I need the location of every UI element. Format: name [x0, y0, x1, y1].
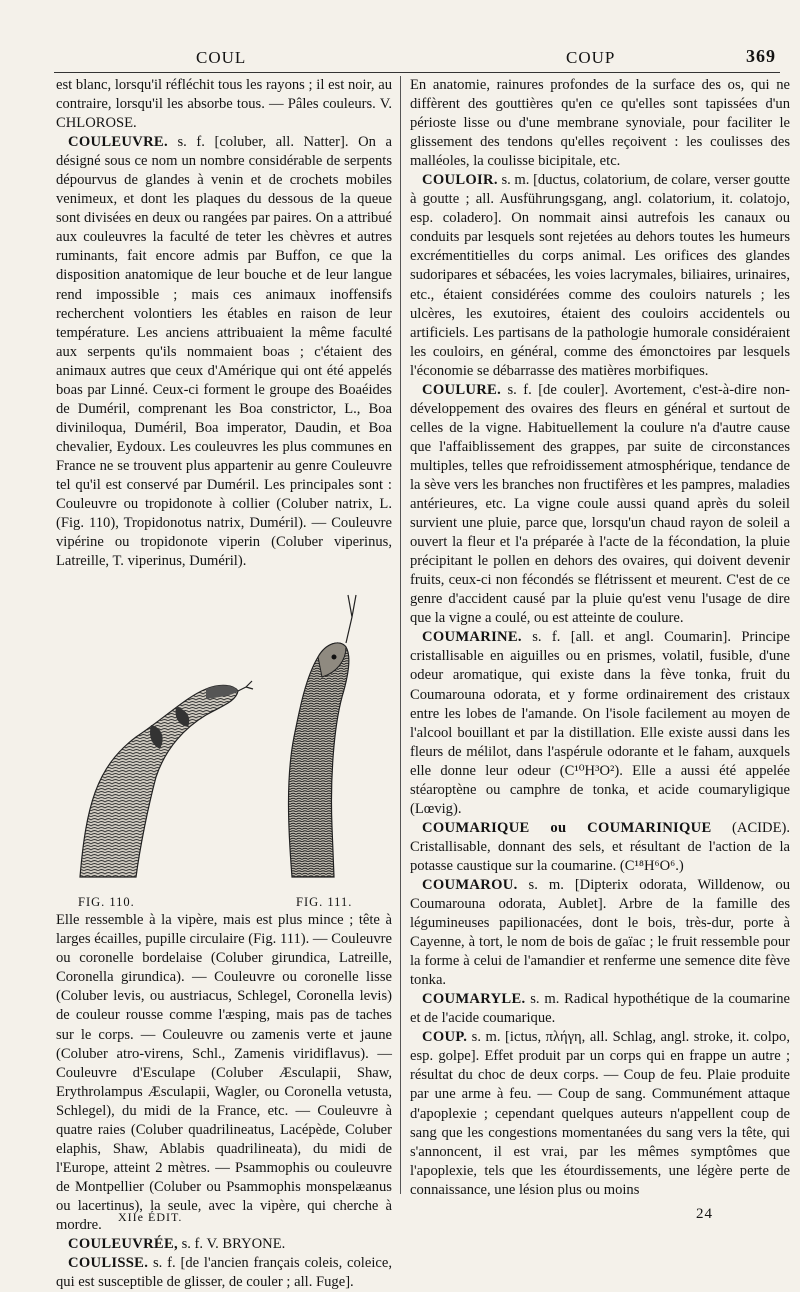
figure-110-caption: FIG. 110.: [78, 895, 135, 910]
snake-illustration: [56, 577, 392, 907]
column-divider: [400, 76, 401, 1194]
entry-coumarique: COUMARIQUE ou COUMARINIQUE (ACIDE). Cristallisable, donnant des sels, et résultant de l'action de la potasse caustique sur la coumarine. (C¹⁸H⁶O⁶.): [410, 819, 790, 874]
running-head-right: COUP: [566, 48, 616, 67]
entry-coumarine: COUMARINE. s. f. [all. et angl. Coumarin]. Principe cristallisable en aiguilles ou en prismes, volatil, fusible, d'une odeur aromatique, qui existe dans la fève tonka, fruit du Coumarouna odorata, et y forme ordinairement des cristaux entre les lobes de l'amande. On l'isole facilement au moyen de l'alcool bouillant et par la distillation. Elle existe aussi dans les fleurs de mélilot, dans l'aspérule odorante et le faham, auxquels elle donne leur odeur (C¹⁰H³O²). Elle a aussi été appelée stéaroptène ou camphre de tonka, et acide coumaryligique (Lœvig).: [410, 629, 790, 817]
entry-coulisse: COULISSE. s. f. [de l'ancien français coleis, coleice, qui est susceptible de glisser, de couler ; all. Fuge].: [56, 1255, 392, 1291]
entry-paragraph: Elle ressemble à la vipère, mais est plus mince ; tête à larges écailles, pupille circulaire (Fig. 111). — Couleuvre ou coronelle bordelaise (Coluber girundica, Latreille, Coronella girundica). — Couleuvre ou coronelle lisse (Coluber levis, ou austriacus, Schlegel, Coronella levis) de couleur rousse comme l'æsping, mais pas de taches sur le corps. — Couleuvre ou zamenis verte et jaune (Coluber atro-virens, Schl., Zamenis viridiflavus). — Couleuvre d'Esculape (Coluber Æsculapii, Shaw, Erythrolampus Æsculapii, Wagler, ou Coronella vetusta, Schlegel), du midi de la France, etc. — Couleuvre à quatre raies (Coluber quadrilineatus, Lacépède, Coluber elaphis, Shaw, Ablabis quadrilineata), du midi de l'Europe, atteint 2 mètres. — Psammophis ou couleuvre de Montpellier (Coluber ou Psammophis monspelæanus ou lacertinus), la seule, avec la vipère, qui cherche à mordre.: [56, 912, 392, 1233]
right-column: [410, 76, 790, 1200]
snake-111-icon: [289, 595, 357, 877]
entry-coulure: COULURE. s. f. [de couler]. Avortement, c'est-à-dire non-développement des ovaires des fleurs en général et surtout de celles de la vigne. Habituellement la coulure n'a d'autre cause que l'affaiblissement des grappes, par suite de circonstances multiples, telles que refroidissement atmosphérique, tendance de la sève vers les branches non fructifères et les pampres, maladies antérieures, etc. La vigne coule aussi quand après du soleil survient une pluie, parce que, lorsqu'un chaud rayon de soleil a ouvert la fleur et l'a préparée à l'acte de la fécondation, la pluie précipitant le pollen en dehors des ovaires, qui doivent devenir fruits, ceux-ci non fécondés se flétrissent et meurent. C'est de ce genre d'accident causé par la pluie qu'est venu l'usage de dire que la vigne a coulé, ou est atteinte de coulure.: [410, 381, 790, 627]
entry-coumaryle: COUMARYLE. s. m. Radical hypothétique de la coumarine et de l'acide coumarique.: [410, 991, 790, 1027]
entry-paragraph: est blanc, lorsqu'il réfléchit tous les rayons ; il est noir, au contraire, lorsqu'il les absorbe tous. — Pâles couleurs. V. CHLOROSE.: [56, 77, 392, 132]
entry-coumarou: COUMAROU. s. m. [Dipterix odorata, Willdenow, ou Coumarouna odorata, Aublet]. Arbre de la famille des légumineuses papilionacées, dont le bois, très-dur, porte à Cayenne, à tort, le nom de bois de gaïac ; le fruit ressemble pour la forme à celui de l'amandier et renferme une semence dite fève tonka.: [410, 876, 790, 989]
edition-footer: XIIe ÉDIT.: [118, 1210, 183, 1224]
entry-paragraph: En anatomie, rainures profondes de la surface des os, qui ne diffèrent des gouttières qu'en ce qu'elles sont tapissées d'un périoste lisse ou d'une membrane synoviale, pour faciliter le glissement des tendons qu'elles reçoivent : les coulisses des malléoles, la coulisse bicipitale, etc.: [410, 77, 790, 170]
snake-figures: [56, 577, 392, 910]
entry-coup: COUP. s. m. [ictus, πλήγη, all. Schlag, angl. stroke, it. colpo, esp. golpe]. Effet produit par un corps qui en frappe un autre ; résultat du choc de deux corps. — Coup de feu. Plaie produite par une arme à feu. — Coup de sang. Communément attaque d'apoplexie ; cependant quelques auteurs n'appellent coup de sang que les congestions momentanées du sang vers la tête, qui s'annoncent, il est vrai, par les mêmes symptômes que l'apoplexie, tels que les étourdissements, une légère perte de connaissance, une lésion plus ou moins: [410, 1029, 790, 1198]
header-rule: [54, 72, 780, 73]
running-head-left: COUL: [196, 48, 247, 67]
page-number: 369: [746, 46, 776, 66]
entry-couleuvree: COULEUVRÉE, s. f. V. BRYONE.: [68, 1236, 286, 1253]
entry-couloir: COULOIR. s. m. [ductus, colatorium, de colare, verser goutte à goutte ; all. Ausführungsgang, angl. colatorium, it. colatojo, esp. coladero]. On nommait ainsi autrefois les canaux ou conduits par lesquels sont rejetées au dehors toutes les humeurs excrémentitielles du corps animal. Les orifices des glandes sudoripares et sébacées, les voies lacrymales, biliaires, urinaires, etc., étaient considérées comme des couloirs naturels ; les ulcères, les exutoires, étaient des couloirs accidentels ou artificiels. Les partisans de la pathologie humorale considéraient les couloirs, en général, comme des émonctoires par lesquels l'économie se débarrasse des matières morbifiques.: [410, 172, 790, 379]
entry-couleuvre: COULEUVRE. s. f. [coluber, all. Natter]. On a désigné sous ce nom un nombre considérable de serpents dépourvus de glandes à venin et de crochets mobiles venimeux, et dont les plaques du dessous de la queue sont divisées en deux ou rangées par paires. On a attribué aux couleuvres la faculté de teter les chèvres et autres ruminants, fait encore admis par Buffon, ce que la disposition anatomique de leur bouche et de leur langue rend impossible ; mais ces animaux inoffensifs recherchent volontiers les étables en raison de leur température. Les anciens attribuaient la même faculté aux serpents qu'ils nommaient boas ; c'étaient des animaux autres que ceux d'Amérique qui ont été appelés boas par Linné. Ceux-ci forment le groupe des Boaéides de Duméril, comprenant les Boa constrictor, L., Boa diviniloqua, Duméril, Boa imperator, Daudin, et Boa chevalier, Eydoux. Les couleuvres les plus communes en France ne se trouvent plus appartenir au genre Couleuvre tel qu'il est conservé par Duméril. Les principales sont : Couleuvre ou tropidonote à collier (Coluber natrix, L. (Fig. 110), Tropidonotus natrix, Duméril). — Couleuvre vipérine ou tropidonote viperin (Coluber viperinus, Latreille, T. viperinus, Duméril).: [56, 134, 392, 570]
figure-111-caption: FIG. 111.: [296, 895, 353, 910]
snake-110-icon: [80, 681, 253, 877]
left-column: [56, 76, 392, 1292]
signature-mark: 24: [696, 1206, 713, 1222]
